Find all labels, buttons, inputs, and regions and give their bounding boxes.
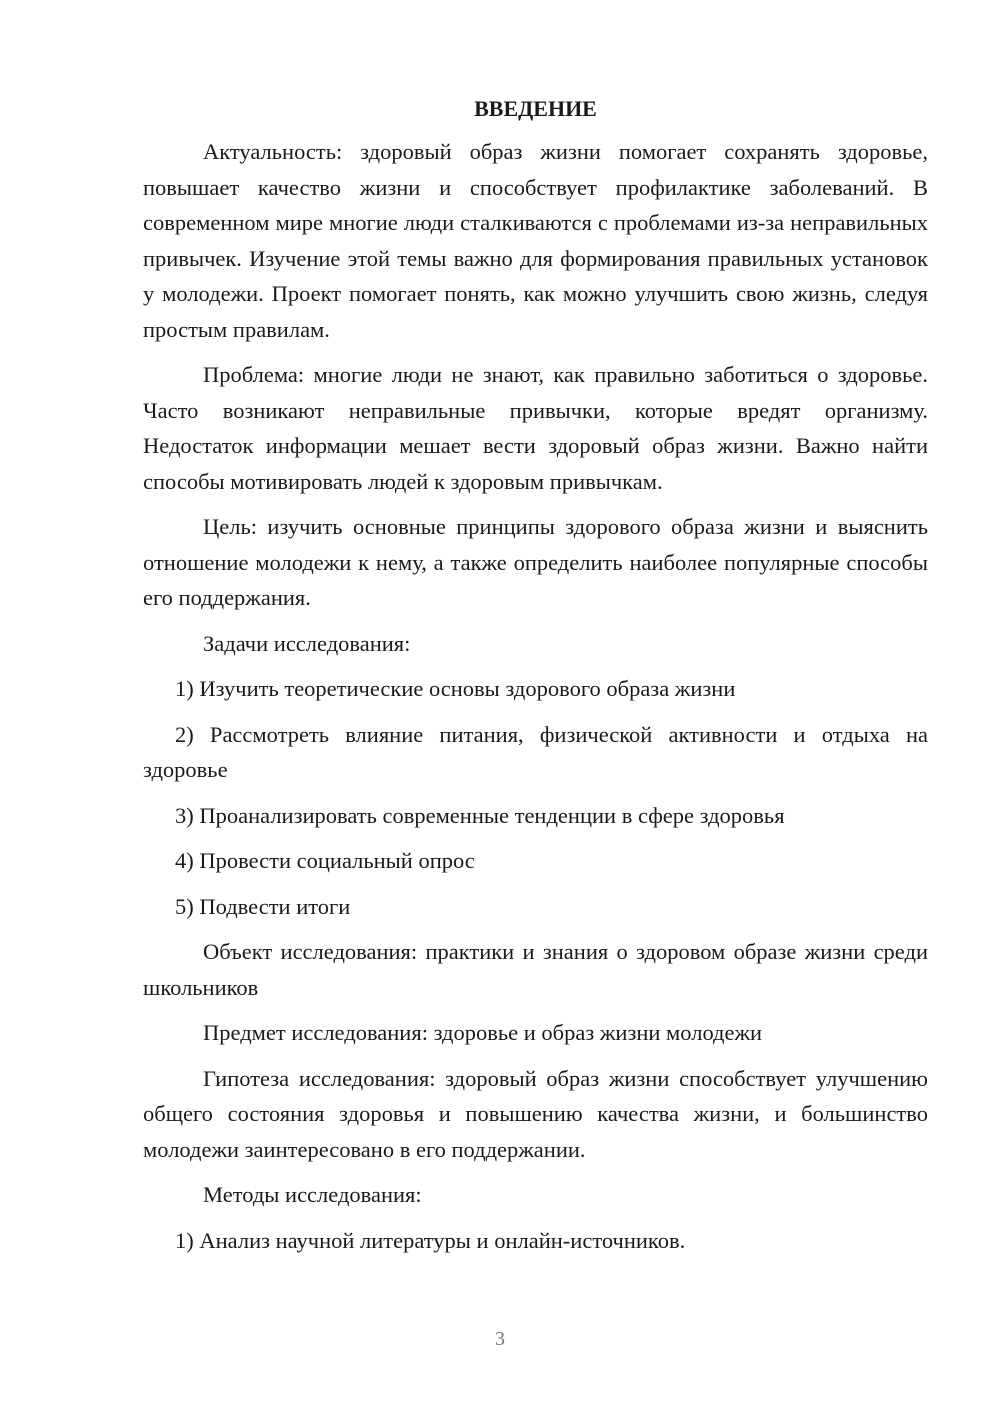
- task-item: 5) Подвести итоги: [175, 893, 351, 919]
- goal-paragraph: Цель: изучить основные принципы здорового образа жизни и выяснить отношение молодежи к нему, а также определить наиболее популярные способы его поддержания.: [143, 514, 928, 610]
- object-paragraph: Объект исследования: практики и знания о здоровом образе жизни среди школьников: [143, 939, 928, 1000]
- subject-paragraph: Предмет исследования: здоровье и образ жизни молодежи: [203, 1020, 763, 1045]
- method-item: 1) Анализ научной литературы и онлайн-источников.: [175, 1227, 686, 1253]
- task-item: 3) Проанализировать современные тенденции в сфере здоровья: [175, 802, 785, 828]
- hypothesis-paragraph: Гипотеза исследования: здоровый образ жизни способствует улучшению общего состояния здоровья и повышению качества жизни, и большинство молодежи заинтересовано в его поддержании.: [143, 1065, 928, 1162]
- problem-paragraph: Проблема: многие люди не знают, как правильно заботиться о здоровье. Часто возникают неправильные привычки, которые вредят организму. Недостаток информации мешает вести здоровый образ жизни. Важно найти способы мотивировать людей к здоровым привычкам.: [143, 362, 928, 494]
- methods-title: Методы исследования:: [203, 1182, 422, 1207]
- page-title: ВВЕДЕНИЕ: [474, 96, 597, 121]
- tasks-title: Задачи исследования:: [203, 630, 411, 656]
- task-item: 4) Провести социальный опрос: [175, 848, 475, 873]
- relevance-paragraph: Актуальность: здоровый образ жизни помогает сохранять здоровье, повышает качество жизни и способствует профилактике заболеваний. В современном мире многие люди сталкиваются с проблемами из-за неправильных привычек. Изучение этой темы важно для формирования правильных установок у молодежи. Проект помогает понять, как можно улучшить свою жизнь, следуя простым правилам.: [143, 139, 928, 342]
- task-item: 2) Рассмотреть влияние питания, физической активности и отдыха на здоровье: [143, 721, 928, 782]
- document-page: [143, 94, 928, 1258]
- task-item: 1) Изучить теоретические основы здорового образа жизни: [175, 676, 736, 701]
- page-number: 3: [495, 1328, 505, 1350]
